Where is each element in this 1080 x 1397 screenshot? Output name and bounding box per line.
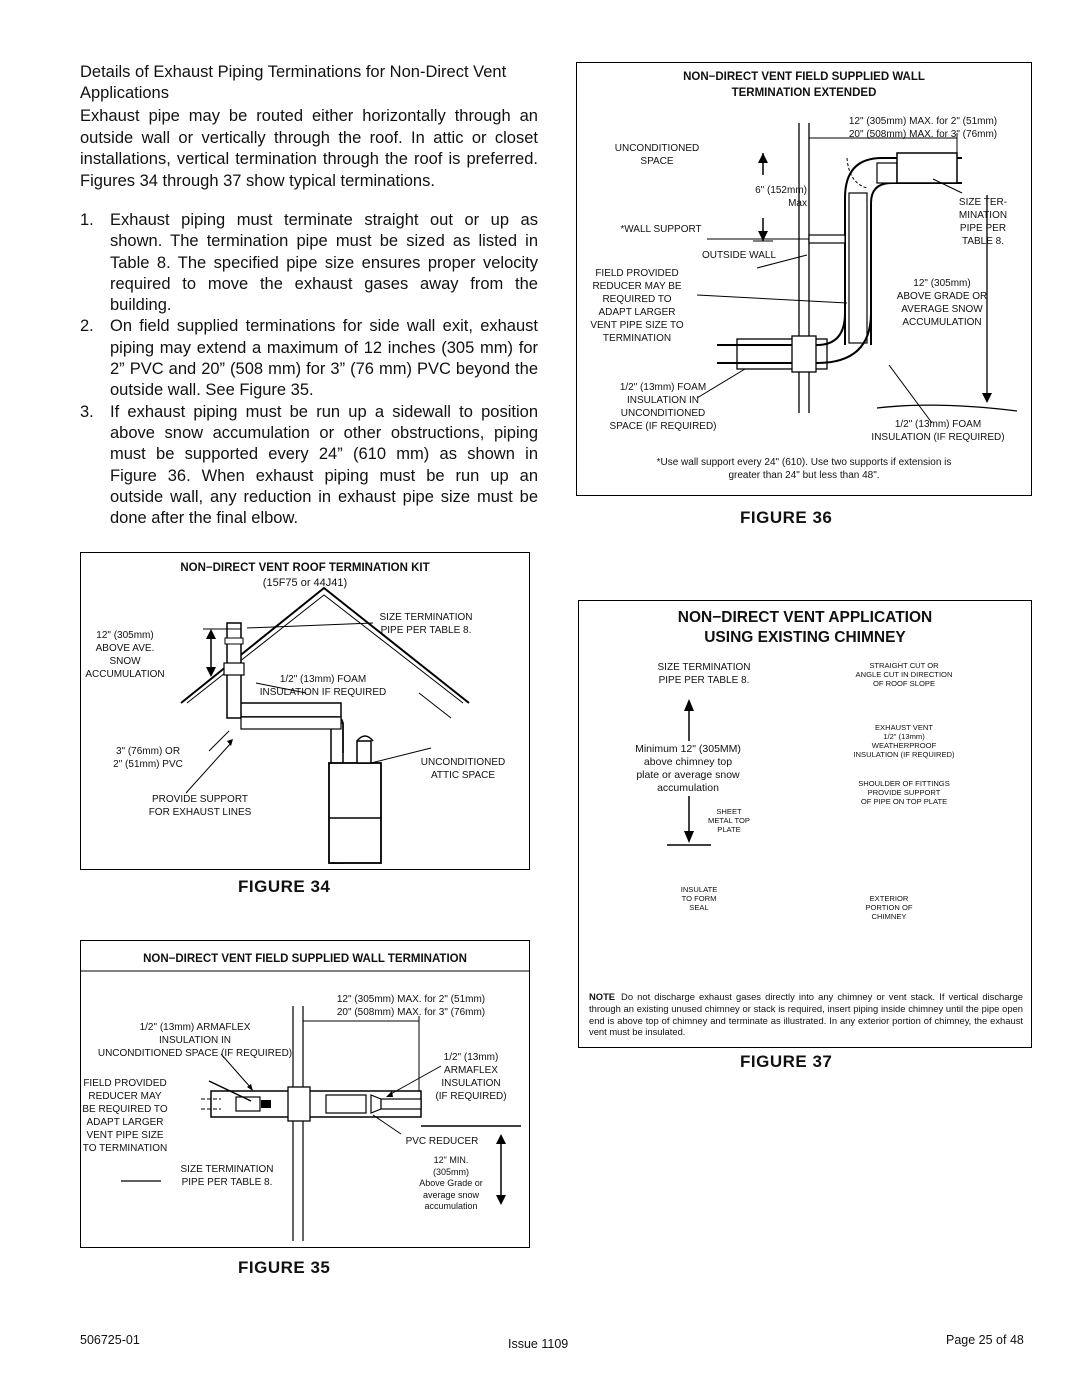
size-term-label: SIZE TERMINATION PIPE PER TABLE 8.: [180, 1164, 274, 1188]
above-grade-label: 12" (305mm) ABOVE GRADE OR AVERAGE SNOW ACCUMULATION: [896, 278, 988, 328]
sheet-metal-label: SHEET METAL TOP PLATE: [708, 807, 750, 834]
exhaust-vent-label: EXHAUST VENT 1/2" (13mm) WEATHERPROOF INSULATION (IF REQUIRED): [853, 723, 955, 759]
size-term-label: SIZE TERMINATION PIPE PER TABLE 8.: [657, 662, 751, 686]
list-text: If exhaust piping must be run up a sidewall to position above snow accumulation or other obstructions, piping must be supported every 24” (610 mm) as shown in Figure 36. When exhaust piping must be run up an outside wall, any reduction in exhaust pipe size must be done after the final elbow.: [110, 402, 538, 528]
size-term-label: SIZE TERMINATION PIPE PER TABLE 8.: [379, 612, 473, 636]
issue-label: Issue 1109: [508, 1337, 569, 1351]
figure-37-label: FIGURE 37: [740, 1052, 833, 1071]
six-inch-label: 6" (152mm) Max: [755, 185, 807, 209]
page-number: Page 25 of 48: [946, 1333, 1024, 1347]
note-block: [589, 991, 1023, 1038]
figure-34-box: [80, 552, 530, 870]
wall-support-label: *WALL SUPPORT: [620, 224, 702, 235]
list-text: Exhaust piping must terminate straight out or up as shown. The termination pipe must be sized as listed in Table 8. The specified pipe size ensures proper velocity required to move the exhaust gases away from the building.: [110, 211, 538, 315]
foam-label: 1/2" (13mm) FOAM INSULATION IF REQUIRED: [259, 674, 387, 698]
min-label: 12" MIN. (305mm) Above Grade or average snow accumulation: [419, 1155, 483, 1211]
list-number: 1.: [80, 211, 94, 229]
list-text: On field supplied terminations for side wall exit, exhaust piping may extend a maximum of 12 inches (305 mm) for 2” PVC and 20” (508 mm) for 3” (76 mm) PVC beyond the outside wall. See Figure 35.: [110, 317, 538, 400]
figure-35-title: NON−DIRECT VENT FIELD SUPPLIED WALL TERMINATION: [143, 953, 467, 965]
insulate-label: INSULATE TO FORM SEAL: [680, 885, 718, 912]
list-item: [80, 210, 538, 316]
size-ter-label: SIZE TER- MINATION PIPE PER TABLE 8.: [958, 197, 1008, 247]
figure-36-title: NON−DIRECT VENT FIELD SUPPLIED WALL TERMINATION EXTENDED: [683, 71, 925, 99]
list-item: [80, 402, 538, 530]
pipe-size-label: 3" (76mm) OR 2" (51mm) PVC: [113, 746, 183, 770]
armaflex-left-label: 1/2" (13mm) ARMAFLEX INSULATION IN UNCONDITIONED SPACE (IF REQUIRED): [97, 1022, 293, 1059]
figure-34-label: FIGURE 34: [238, 877, 331, 896]
figure-37-title-1: NON−DIRECT VENT APPLICATION: [677, 609, 933, 626]
instruction-list: [80, 210, 538, 529]
figure-37-box: [578, 600, 1032, 1048]
armaflex-right-label: 1/2" (13mm) ARMAFLEX INSULATION (IF REQUIRED): [435, 1052, 507, 1102]
support-label: PROVIDE SUPPORT FOR EXHAUST LINES: [148, 794, 252, 818]
reducer-label: FIELD PROVIDED REDUCER MAY BE REQUIRED TO ADAPT LARGER VENT PIPE SIZE TO TERMINATION: [590, 268, 684, 344]
list-number: 3.: [80, 402, 94, 421]
foam-right-label: 1/2" (13mm) FOAM INSULATION (IF REQUIRED): [871, 419, 1005, 443]
pvc-reducer-label: PVC REDUCER: [405, 1136, 479, 1147]
exterior-label: EXTERIOR PORTION OF CHIMNEY: [865, 894, 913, 921]
outside-wall-label: OUTSIDE WALL: [701, 250, 777, 261]
unconditioned-label: UNCONDITIONED SPACE: [614, 143, 700, 167]
shoulder-label: SHOULDER OF FITTINGS PROVIDE SUPPORT OF PIPE ON TOP PLATE: [858, 779, 950, 806]
footnote: *Use wall support every 24" (610). Use two supports if extension is greater than 24" but less than 48".: [656, 457, 952, 481]
reducer-label: FIELD PROVIDED REDUCER MAY BE REQUIRED TO ADAPT LARGER VENT PIPE SIZE TO TERMINATION: [82, 1078, 168, 1154]
note-text: Do not discharge exhaust gases directly into any chimney or vent stack. If vertical discharge through an existing unused chimney or stack is required, insert piping inside chimney until the pipe open end is above top of chimney and terminate as illustrated. In any exterior portion of chimney, the exhaust vent must be insulated.: [589, 991, 1023, 1038]
figure-35-label: FIGURE 35: [238, 1258, 331, 1277]
straight-cut-label: STRAIGHT CUT OR ANGLE CUT IN DIRECTION OF ROOF SLOPE: [855, 661, 953, 688]
list-number: 2.: [80, 317, 94, 336]
figure-34-title: NON−DIRECT VENT ROOF TERMINATION KIT: [180, 562, 430, 574]
section-heading: Details of Exhaust Piping Terminations for Non-Direct Vent Applications: [80, 63, 507, 102]
figure-36-label: FIGURE 36: [740, 508, 833, 527]
roof-termination-diagram: [81, 553, 529, 869]
intro-paragraph: Exhaust pipe may be routed either horizontally through an outside wall or vertically through the roof. In attic or closet installations, vertical termination through the roof is preferred. Figures 34 through 37 show typical terminations.: [80, 107, 538, 190]
minimum-label: Minimum 12" (305MM) above chimney top plate or average snow accumulation: [635, 743, 741, 794]
figure-37-title-2: USING EXISTING CHIMNEY: [704, 629, 906, 646]
doc-number: 506725-01: [80, 1333, 140, 1347]
figure-34-subtitle: (15F75 or 44J41): [262, 577, 348, 589]
figure-36-box: [576, 62, 1032, 496]
max-label: 12" (305mm) MAX. for 2" (51mm) 20" (508mm) MAX. for 3" (76mm): [336, 994, 486, 1018]
list-item: [80, 316, 538, 401]
max-label: 12" (305mm) MAX. for 2" (51mm) 20" (508mm) MAX. for 3" (76mm): [848, 116, 998, 140]
attic-label: UNCONDITIONED ATTIC SPACE: [420, 757, 506, 781]
figure-35-box: [80, 940, 530, 1248]
foam-left-label: 1/2" (13mm) FOAM INSULATION IN UNCONDITIONED SPACE (IF REQUIRED): [609, 382, 717, 432]
note-label: NOTE: [589, 991, 616, 1002]
snow-label: 12" (305mm) ABOVE AVE. SNOW ACCUMULATION: [85, 630, 165, 680]
